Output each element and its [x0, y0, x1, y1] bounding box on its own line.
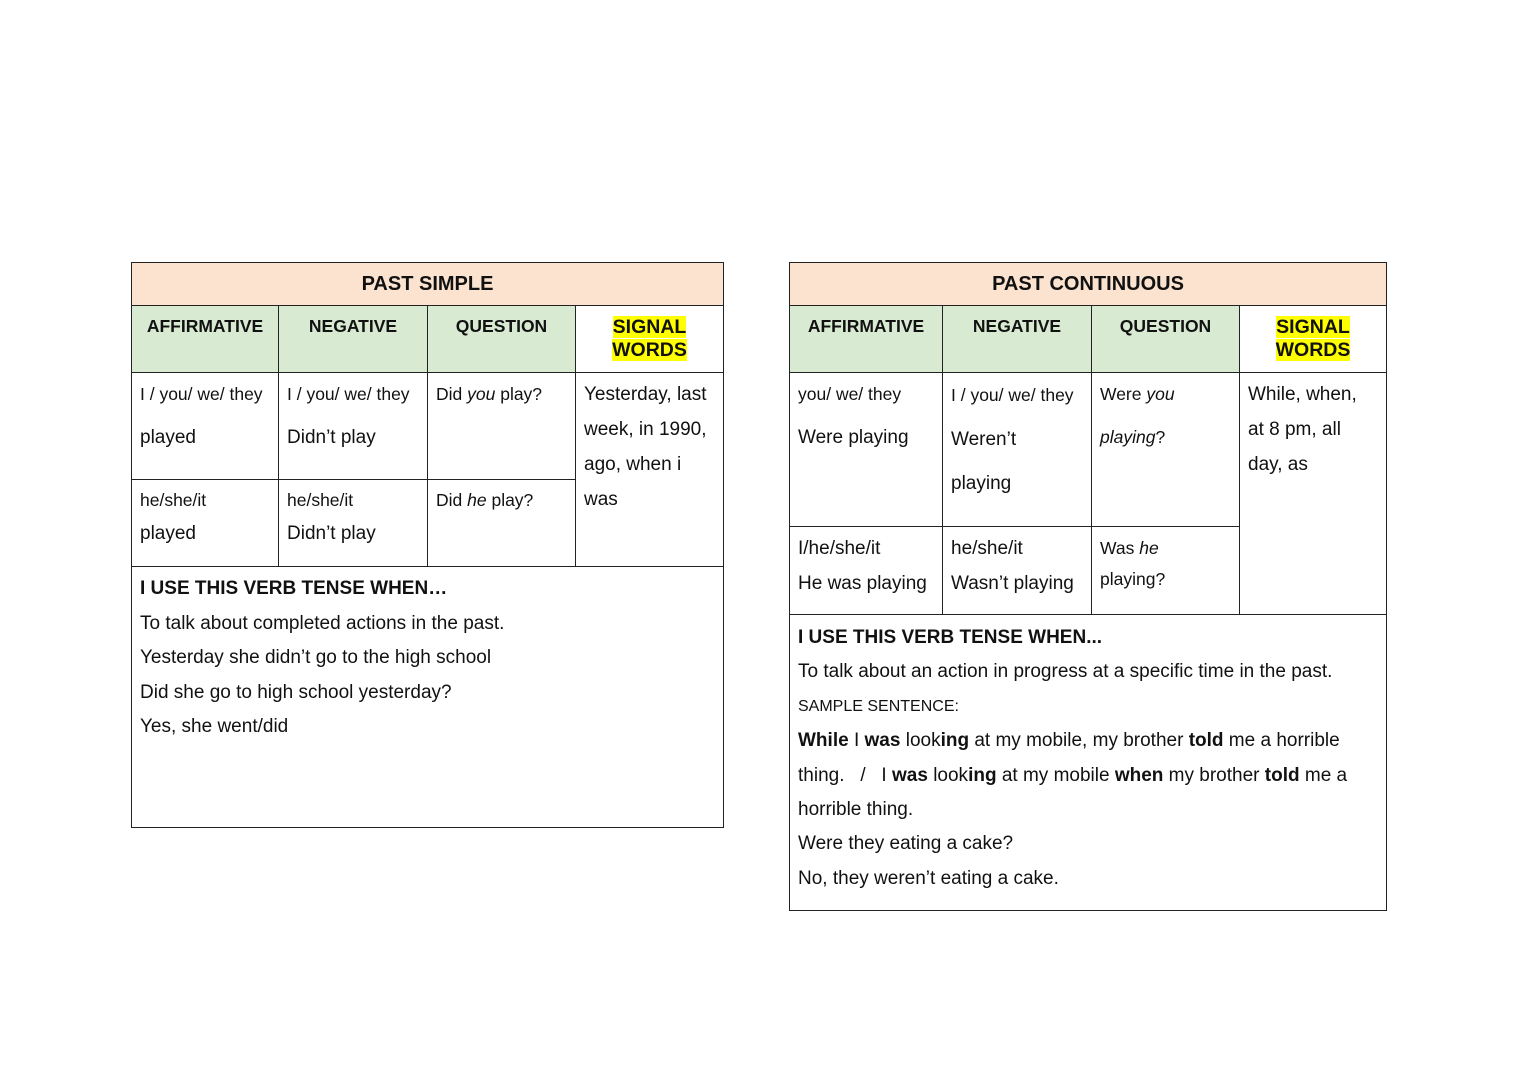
negative-singular-cell — [942, 526, 1092, 615]
bold-text: told — [1188, 730, 1224, 752]
affirmative-singular-cell — [789, 526, 943, 615]
bold-text: when — [1114, 764, 1164, 786]
bold-text: was — [864, 730, 901, 752]
question-plural-cell — [427, 372, 576, 480]
subject: I / you/ we/ they — [287, 384, 410, 404]
subject: he/she/it — [951, 538, 1023, 559]
text-line — [1100, 533, 1239, 564]
text: look — [927, 764, 969, 786]
affirmative-singular-cell — [131, 479, 279, 567]
signal-line: ago, when i — [584, 454, 682, 475]
signal-line: at 8 pm, all — [1248, 419, 1341, 440]
text-line — [1100, 373, 1239, 416]
header-question: QUESTION — [1091, 305, 1240, 373]
verb-form: Weren’t — [951, 428, 1017, 450]
text: Did — [436, 384, 468, 404]
subject: you/ we/ they — [798, 384, 902, 404]
question-example: Were they eating a cake? — [798, 833, 1014, 855]
text: playing? — [1100, 569, 1166, 589]
italic-text: you — [467, 384, 496, 404]
verb-form: played — [140, 427, 196, 448]
usage-line: Did she go to high school yesterday? — [140, 681, 452, 703]
usage-line: Yesterday she didn’t go to the high school — [140, 647, 492, 668]
text-line — [798, 724, 1386, 758]
text: play? — [486, 490, 534, 510]
answer-example: No, they weren’t eating a cake. — [798, 867, 1059, 889]
text: Were — [1100, 384, 1147, 404]
text: at my mobile, my brother — [969, 730, 1189, 752]
signal-label-1: SIGNAL — [1276, 316, 1350, 338]
negative-plural-cell — [278, 372, 428, 480]
signal-line: While, when, — [1248, 384, 1357, 405]
verb-form: Didn’t play — [287, 427, 376, 448]
question-singular-cell — [427, 479, 576, 567]
verb-form: played — [140, 523, 196, 544]
usage-section — [131, 566, 724, 828]
bold-text: was — [892, 764, 928, 786]
subject: I / you/ we/ they — [951, 385, 1074, 405]
text: at my mobile — [996, 764, 1115, 786]
negative-singular-cell — [278, 479, 428, 567]
text: play? — [495, 384, 543, 404]
signal-line: week, in 1990, — [584, 419, 707, 440]
verb-form: Didn’t play — [287, 523, 376, 544]
past-continuous-title: PAST CONTINUOUS — [789, 262, 1387, 306]
past-simple-title: PAST SIMPLE — [131, 262, 724, 306]
header-negative: NEGATIVE — [942, 305, 1092, 373]
text-line — [798, 759, 1386, 793]
negative-plural-cell — [942, 372, 1092, 527]
bold-text: ing — [968, 764, 997, 786]
text-line — [798, 793, 1386, 827]
header-question: QUESTION — [427, 305, 576, 373]
question-plural-cell — [1091, 372, 1240, 527]
verb-form: Were playing — [798, 427, 909, 448]
text-line — [436, 483, 575, 517]
signal-label-1: SIGNAL — [612, 316, 687, 338]
usage-description: To talk about an action in progress at a specific time in the past. — [798, 661, 1333, 683]
verb-form: He was playing — [798, 573, 927, 594]
signal-line: Yesterday, last — [584, 384, 707, 405]
usage-heading: I USE THIS VERB TENSE WHEN… — [140, 578, 448, 599]
subject: he/she/it — [287, 490, 354, 510]
text: ? — [1155, 427, 1166, 447]
header-negative: NEGATIVE — [278, 305, 428, 373]
signal-words-cell — [1239, 372, 1387, 615]
signal-label-2: WORDS — [1275, 339, 1351, 361]
usage-line: Yes, she went/did — [140, 716, 289, 737]
text-line — [1100, 564, 1239, 595]
verb-form: playing — [951, 473, 1012, 494]
verb-form: Wasn’t playing — [951, 573, 1074, 594]
affirmative-plural-cell — [131, 372, 279, 480]
question-singular-cell — [1091, 526, 1240, 615]
usage-heading: I USE THIS VERB TENSE WHEN... — [798, 627, 1103, 648]
text: Did — [436, 490, 468, 510]
header-affirmative: AFFIRMATIVE — [789, 305, 943, 373]
header-signal-words — [1239, 305, 1387, 373]
italic-text: he — [467, 490, 487, 510]
signal-words-cell — [575, 372, 724, 567]
italic-text: he — [1139, 538, 1159, 558]
subject: I/he/she/it — [798, 538, 881, 559]
text-line — [1100, 416, 1239, 459]
text-line — [436, 373, 575, 416]
text: Was — [1100, 538, 1140, 558]
usage-line: To talk about completed actions in the past. — [140, 612, 505, 634]
text: horrible thing. — [798, 799, 914, 821]
text: my brother — [1163, 764, 1265, 786]
signal-line: day, as — [1248, 454, 1308, 475]
bold-text: While — [798, 730, 849, 752]
sample-sentence-label: SAMPLE SENTENCE: — [798, 697, 959, 715]
text: me a horrible — [1223, 730, 1340, 752]
text: me a — [1299, 764, 1348, 786]
sample-sentences — [798, 724, 1386, 827]
bold-text: told — [1264, 764, 1300, 786]
signal-line: was — [584, 489, 618, 510]
bold-text: ing — [940, 730, 970, 752]
affirmative-plural-cell — [789, 372, 943, 527]
italic-text: playing — [1100, 427, 1156, 447]
header-affirmative: AFFIRMATIVE — [131, 305, 279, 373]
italic-text: you — [1146, 384, 1175, 404]
header-signal-words — [575, 305, 724, 373]
text: I — [848, 730, 865, 752]
usage-section — [789, 614, 1387, 911]
subject: he/she/it — [140, 490, 207, 510]
signal-label-2: WORDS — [612, 339, 687, 361]
text: look — [900, 730, 941, 752]
subject: I / you/ we/ they — [140, 384, 263, 404]
text: thing. / I — [798, 764, 892, 786]
